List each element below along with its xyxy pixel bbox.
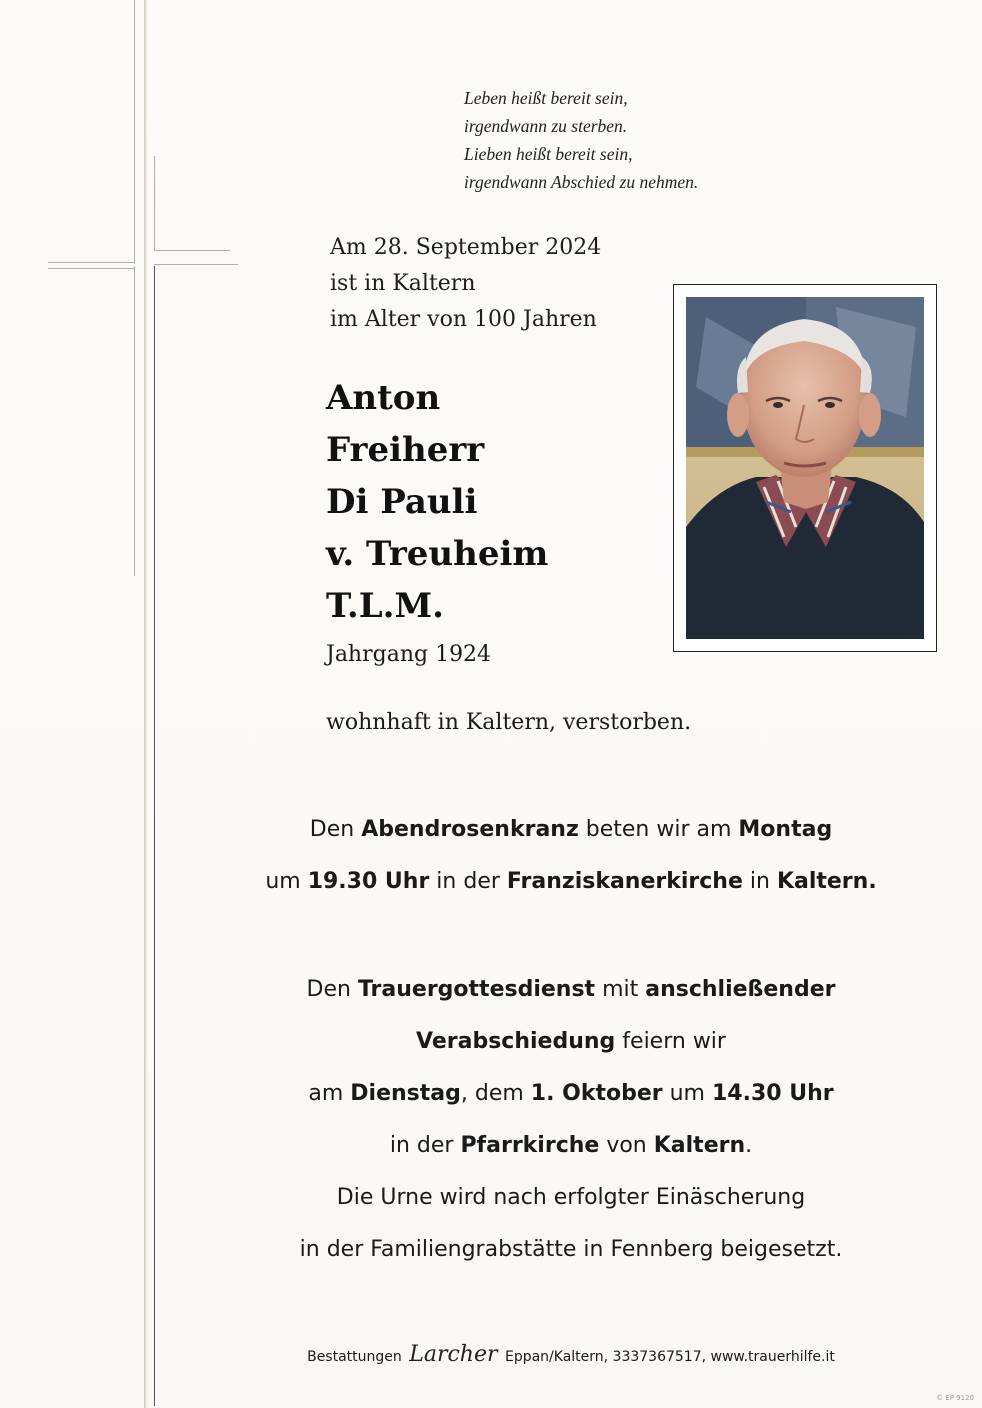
service-line-2 (160, 1016, 982, 1068)
portrait-photo (686, 297, 924, 639)
cross-line (48, 268, 134, 269)
service-line-4 (160, 1120, 982, 1172)
text-run: in der (429, 869, 507, 894)
text-run-bold: Kaltern. (776, 869, 877, 894)
service-line-6: in der Familiengrabstätte in Fennberg beigesetzt. (299, 1237, 843, 1262)
text-run: mit (595, 977, 646, 1002)
name-line: v. Treuheim (326, 534, 549, 574)
text-run-bold: Abendrosenkranz (361, 817, 579, 842)
name-line: Di Pauli (326, 482, 478, 522)
text-run: Den (306, 977, 358, 1002)
text-run: . (745, 1133, 753, 1158)
residence-text: wohnhaft in Kaltern, verstorben. (326, 710, 692, 735)
print-code: © EP 9120 (936, 1394, 974, 1402)
quote-line: irgendwann Abschied zu nehmen. (464, 172, 699, 192)
portrait-illustration (686, 297, 924, 639)
death-announcement (330, 230, 601, 338)
text-run: in der (389, 1133, 461, 1158)
funeral-service-notice (160, 964, 982, 1276)
text-run-bold: Dienstag (350, 1081, 461, 1106)
text-run-bold: 1. Oktober (530, 1081, 663, 1106)
cross-line (154, 250, 230, 251)
left-frame-border (144, 0, 147, 1408)
text-run: in (742, 869, 777, 894)
rosary-notice (160, 804, 982, 908)
memorial-quote (464, 84, 698, 196)
text-run: um (662, 1081, 712, 1106)
text-run: feiern wir (615, 1029, 726, 1054)
service-line-3 (160, 1068, 982, 1120)
intro-line: im Alter von 100 Jahren (330, 307, 597, 332)
rosary-line-1 (160, 804, 982, 856)
service-line-5: Die Urne wird nach erfolgter Einäscherung (336, 1185, 806, 1210)
funeral-home-footer (160, 1342, 982, 1367)
text-run: um (265, 869, 308, 894)
deceased-name (326, 372, 548, 632)
text-run: am (308, 1081, 351, 1106)
footer-prefix: Bestattungen (307, 1349, 402, 1365)
footer-contact: Eppan/Kaltern, 3337367517, www.trauerhilfe.it (504, 1349, 835, 1365)
text-run: beten wir am (578, 817, 739, 842)
text-run: von (599, 1133, 654, 1158)
cross-line (154, 264, 238, 265)
cross-line (154, 156, 155, 250)
text-run-bold: Pfarrkirche (460, 1133, 600, 1158)
cross-line (154, 266, 155, 1406)
intro-line: Am 28. September 2024 (330, 235, 602, 260)
name-line: Freiherr (326, 430, 485, 470)
text-run: Den (309, 817, 362, 842)
quote-line: irgendwann zu sterben. (464, 116, 628, 136)
service-line-1 (160, 964, 982, 1016)
text-run-bold: Trauergottesdienst (357, 977, 596, 1002)
cross-line (134, 0, 135, 264)
cross-line (48, 262, 134, 263)
intro-line: ist in Kaltern (330, 271, 476, 296)
rosary-line-2 (160, 856, 982, 908)
quote-line: Lieben heißt bereit sein, (464, 144, 633, 164)
text-run-bold: Franziskanerkirche (506, 869, 743, 894)
text-run-bold: 19.30 Uhr (307, 869, 430, 894)
funeral-home-logo: Larcher (409, 1342, 498, 1367)
text-run-bold: anschließender (645, 977, 836, 1002)
name-line: T.L.M. (326, 586, 444, 626)
text-run-bold: Kaltern (653, 1133, 746, 1158)
text-run: , dem (460, 1081, 531, 1106)
birth-year: Jahrgang 1924 (326, 642, 492, 667)
text-run-bold: 14.30 Uhr (711, 1081, 834, 1106)
text-run-bold: Verabschiedung (416, 1029, 616, 1054)
name-line: Anton (326, 378, 441, 418)
quote-line: Leben heißt bereit sein, (464, 88, 628, 108)
cross-line (134, 266, 135, 576)
text-run-bold: Montag (738, 817, 833, 842)
